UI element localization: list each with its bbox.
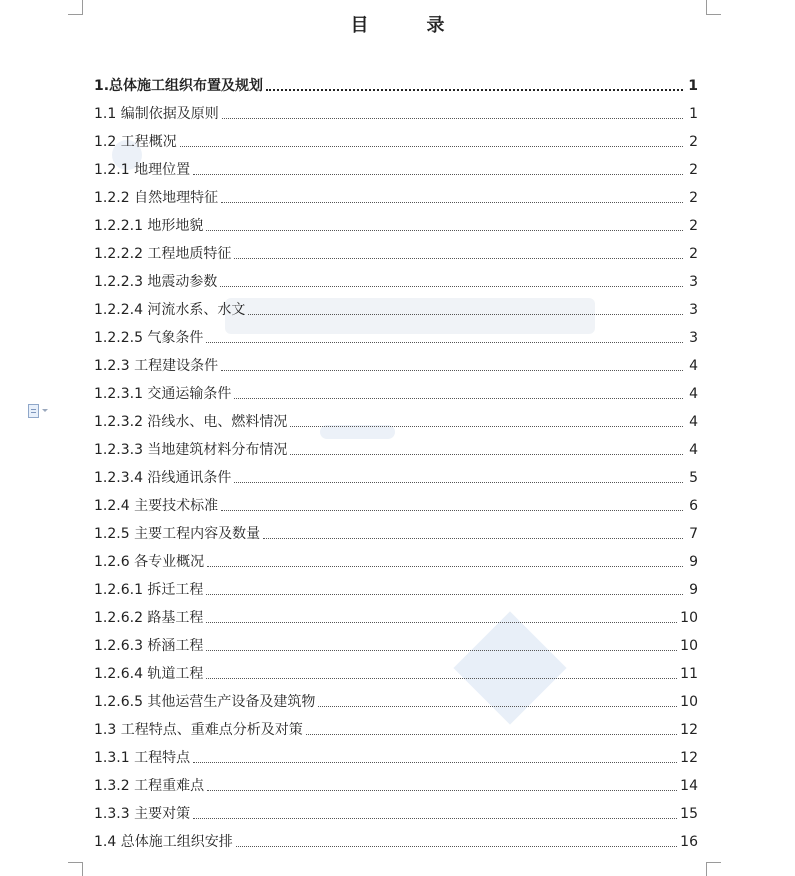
toc-leader-dots xyxy=(180,146,683,147)
toc-entry-page: 2 xyxy=(689,162,698,178)
toc-entry-page: 1 xyxy=(689,106,698,122)
toc-leader-dots xyxy=(206,650,677,651)
toc-entry-title: 1.总体施工组织布置及规划 xyxy=(94,78,264,94)
toc-leader-dots xyxy=(221,202,683,203)
toc-leader-dots xyxy=(318,706,677,707)
toc-entry-title: 1.2.3 工程建设条件 xyxy=(94,358,219,374)
toc-entry-page: 15 xyxy=(680,806,698,822)
crop-mark-bottom-left xyxy=(68,862,83,876)
toc-entry-page: 10 xyxy=(680,694,698,710)
toc-entry-page: 3 xyxy=(689,274,698,290)
document-icon xyxy=(28,404,39,418)
toc-leader-dots xyxy=(206,678,677,679)
toc-entry-page: 2 xyxy=(689,134,698,150)
toc-entry-title: 1.3.2 工程重难点 xyxy=(94,778,205,794)
toc-entry[interactable] xyxy=(94,348,698,376)
toc-entry-page: 14 xyxy=(680,778,698,794)
toc-entry-page: 4 xyxy=(689,386,698,402)
toc-entry-title: 1.2.6.2 路基工程 xyxy=(94,610,204,626)
toc-entry-page: 4 xyxy=(689,442,698,458)
dropdown-arrow-icon xyxy=(42,409,48,412)
toc-entry-title: 1.3.1 工程特点 xyxy=(94,750,191,766)
toc-entry[interactable] xyxy=(94,320,698,348)
toc-entry-page: 9 xyxy=(689,582,698,598)
toc-leader-dots xyxy=(248,314,683,315)
toc-entry[interactable] xyxy=(94,180,698,208)
toc-entry-title: 1.2.6 各专业概况 xyxy=(94,554,205,570)
toc-entry-title: 1.2.2.5 气象条件 xyxy=(94,330,204,346)
toc-leader-dots xyxy=(290,454,683,455)
toc-entry-title: 1.2 工程概况 xyxy=(94,134,177,150)
table-of-contents xyxy=(94,68,698,852)
toc-leader-dots xyxy=(220,286,683,287)
toc-entry-title: 1.1 编制依据及原则 xyxy=(94,106,219,122)
toc-entry-page: 3 xyxy=(689,302,698,318)
toc-entry-page: 5 xyxy=(689,470,698,486)
toc-entry-page: 2 xyxy=(689,190,698,206)
toc-entry-page: 16 xyxy=(680,834,698,850)
toc-entry[interactable] xyxy=(94,460,698,488)
toc-entry-title: 1.2.2.4 河流水系、水文 xyxy=(94,302,246,318)
toc-entry[interactable] xyxy=(94,656,698,684)
toc-entry[interactable] xyxy=(94,432,698,460)
toc-entry[interactable] xyxy=(94,516,698,544)
toc-entry-title: 1.2.6.5 其他运营生产设备及建筑物 xyxy=(94,694,316,710)
toc-entry[interactable] xyxy=(94,264,698,292)
toc-leader-dots xyxy=(206,622,677,623)
toc-leader-dots xyxy=(193,174,683,175)
toc-entry-title: 1.2.3.1 交通运输条件 xyxy=(94,386,232,402)
toc-entry-title: 1.2.3.2 沿线水、电、燃料情况 xyxy=(94,414,288,430)
toc-entry-page: 11 xyxy=(680,666,698,682)
toc-entry[interactable] xyxy=(94,796,698,824)
toc-leader-dots xyxy=(234,258,683,259)
toc-entry-title: 1.2.5 主要工程内容及数量 xyxy=(94,526,261,542)
toc-entry-title: 1.2.3.4 沿线通讯条件 xyxy=(94,470,232,486)
toc-entry[interactable] xyxy=(94,600,698,628)
toc-entry[interactable] xyxy=(94,824,698,852)
toc-leader-dots xyxy=(263,538,683,539)
toc-leader-dots xyxy=(206,342,683,343)
toc-entry[interactable] xyxy=(94,404,698,432)
toc-entry-title: 1.2.1 地理位置 xyxy=(94,162,191,178)
toc-entry[interactable] xyxy=(94,684,698,712)
toc-leader-dots xyxy=(221,510,683,511)
toc-entry-title: 1.3.3 主要对策 xyxy=(94,806,191,822)
toc-leader-dots xyxy=(193,762,677,763)
toc-entry-title: 1.2.2 自然地理特征 xyxy=(94,190,219,206)
document-options-icon[interactable] xyxy=(28,404,48,418)
toc-entry[interactable] xyxy=(94,572,698,600)
toc-entry-page: 12 xyxy=(680,722,698,738)
toc-entry-page: 4 xyxy=(689,414,698,430)
toc-leader-dots xyxy=(236,846,677,847)
toc-entry-title: 1.4 总体施工组织安排 xyxy=(94,834,233,850)
toc-leader-dots xyxy=(206,230,683,231)
toc-leader-dots xyxy=(290,426,683,427)
toc-entry-title: 1.2.6.1 拆迁工程 xyxy=(94,582,204,598)
toc-entry[interactable] xyxy=(94,68,698,96)
toc-entry[interactable] xyxy=(94,544,698,572)
toc-entry-title: 1.2.3.3 当地建筑材料分布情况 xyxy=(94,442,288,458)
toc-entry-page: 4 xyxy=(689,358,698,374)
toc-entry[interactable] xyxy=(94,236,698,264)
toc-entry[interactable] xyxy=(94,628,698,656)
toc-entry-title: 1.2.6.4 轨道工程 xyxy=(94,666,204,682)
toc-entry[interactable] xyxy=(94,488,698,516)
toc-entry[interactable] xyxy=(94,208,698,236)
toc-leader-dots xyxy=(222,118,683,119)
toc-leader-dots xyxy=(207,566,683,567)
toc-entry[interactable] xyxy=(94,712,698,740)
toc-leader-dots xyxy=(266,89,683,91)
toc-entry-page: 9 xyxy=(689,554,698,570)
toc-entry[interactable] xyxy=(94,740,698,768)
toc-entry-title: 1.3 工程特点、重难点分析及对策 xyxy=(94,722,303,738)
toc-leader-dots xyxy=(234,398,683,399)
toc-entry-title: 1.2.4 主要技术标准 xyxy=(94,498,219,514)
toc-entry-page: 10 xyxy=(680,638,698,654)
toc-entry-page: 6 xyxy=(689,498,698,514)
toc-entry[interactable] xyxy=(94,292,698,320)
toc-leader-dots xyxy=(207,790,677,791)
toc-entry[interactable] xyxy=(94,96,698,124)
toc-entry-page: 3 xyxy=(689,330,698,346)
toc-entry-title: 1.2.2.1 地形地貌 xyxy=(94,218,204,234)
toc-entry-page: 12 xyxy=(680,750,698,766)
toc-entry[interactable] xyxy=(94,768,698,796)
toc-entry-title: 1.2.2.2 工程地质特征 xyxy=(94,246,232,262)
toc-entry-page: 10 xyxy=(680,610,698,626)
crop-mark-bottom-right xyxy=(706,862,721,876)
toc-entry[interactable] xyxy=(94,152,698,180)
toc-entry-page: 2 xyxy=(689,218,698,234)
toc-leader-dots xyxy=(306,734,677,735)
toc-leader-dots xyxy=(221,370,683,371)
toc-entry-title: 1.2.2.3 地震动参数 xyxy=(94,274,218,290)
toc-leader-dots xyxy=(193,818,677,819)
toc-entry-page: 1 xyxy=(688,78,698,94)
toc-entry-page: 7 xyxy=(689,526,698,542)
toc-entry-page: 2 xyxy=(689,246,698,262)
toc-entry[interactable] xyxy=(94,124,698,152)
toc-leader-dots xyxy=(206,594,683,595)
toc-title: 目 录 xyxy=(350,15,465,36)
toc-entry[interactable] xyxy=(94,376,698,404)
toc-entry-title: 1.2.6.3 桥涵工程 xyxy=(94,638,204,654)
toc-leader-dots xyxy=(234,482,683,483)
